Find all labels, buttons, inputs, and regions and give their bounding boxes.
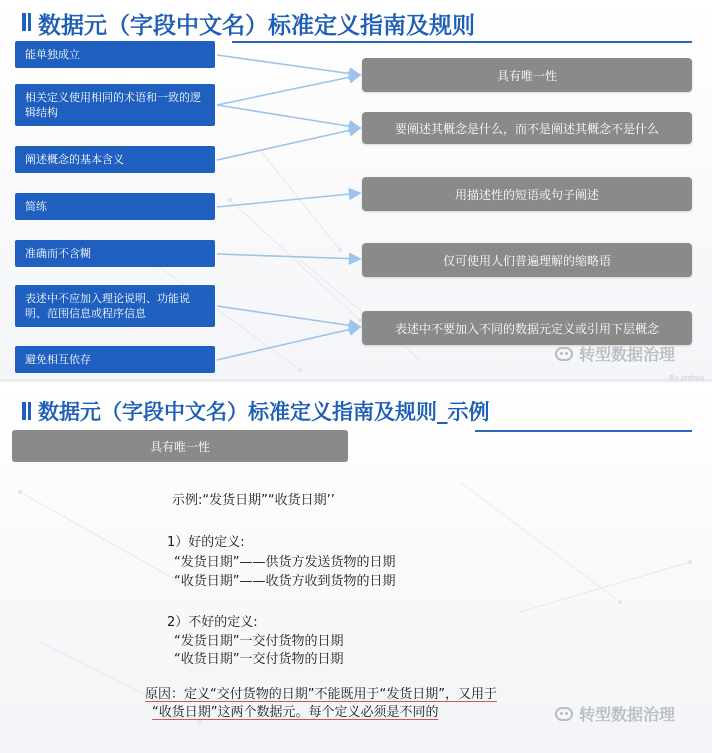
watermark-text: 转型数据治理 [579, 345, 676, 364]
reason-line: “收货日期”这两个数据元。每个定义必须是不同的 [152, 705, 439, 720]
principle-box: 用描述性的短语或句子阐述 [362, 177, 692, 211]
reason-line: 原因：定义“交付货物的日期”不能既用于“发货日期”，又用于 [145, 687, 497, 702]
credit-text: By Joshua [669, 374, 704, 382]
principle-box: 具有唯一性 [362, 58, 692, 92]
rule-tag: 表述中不应加入理论说明、功能说明、范围信息或程序信息 [15, 285, 215, 327]
good-definition: “收货日期”——收货方收到货物的日期 [174, 574, 396, 589]
bad-heading: 2）不好的定义: [167, 615, 258, 630]
rule-tag: 避免相互依存 [15, 346, 215, 373]
arrow-connector [217, 193, 360, 207]
bad-definition: “收货日期”一交付货物的日期 [174, 652, 344, 667]
example-intro: 示例:“发货日期”“收货日期’’ [172, 493, 335, 508]
watermark-text: 转型数据治理 [579, 705, 676, 724]
principle-box: 表述中不要加入不同的数据元定义或引用下层概念 [362, 311, 692, 345]
rule-tag: 相关定义使用相同的术语和一致的逻辑结构 [15, 84, 215, 126]
bad-definition: “发货日期”一交付货物的日期 [174, 634, 344, 649]
good-heading: 1）好的定义: [167, 535, 245, 550]
arrow-connector [217, 327, 360, 360]
accent-bar [28, 402, 31, 420]
arrow-connector [217, 128, 360, 160]
slide-title: 数据元（字段中文名）标准定义指南及规则 [38, 13, 475, 39]
principle-box: 仅可使用人们普遍理解的缩略语 [362, 243, 692, 277]
rule-tag: 简练 [15, 193, 215, 220]
rule-tag: 阐述概念的基本含义 [15, 146, 215, 173]
wechat-icon [555, 347, 573, 361]
rule-tag: 准确而不含糊 [15, 240, 215, 267]
watermark [555, 342, 675, 365]
watermark [555, 702, 675, 725]
arrow-connector [217, 55, 360, 75]
arrow-connector [217, 306, 360, 327]
rule-tag: 能单独成立 [15, 41, 215, 68]
arrow-connector [217, 105, 360, 128]
principle-tab: 具有唯一性 [12, 430, 348, 462]
slide-title: 数据元（字段中文名）标准定义指南及规则_示例 [38, 400, 490, 424]
principle-box: 要阐述其概念是什么，而不是阐述其概念不是什么 [362, 112, 692, 144]
arrow-connector [217, 254, 360, 259]
good-definition: “发货日期”——供货方发送货物的日期 [174, 555, 396, 570]
accent-bar [22, 402, 26, 420]
title-rule [475, 430, 692, 432]
wechat-icon [555, 707, 573, 721]
arrow-connector [217, 75, 360, 105]
